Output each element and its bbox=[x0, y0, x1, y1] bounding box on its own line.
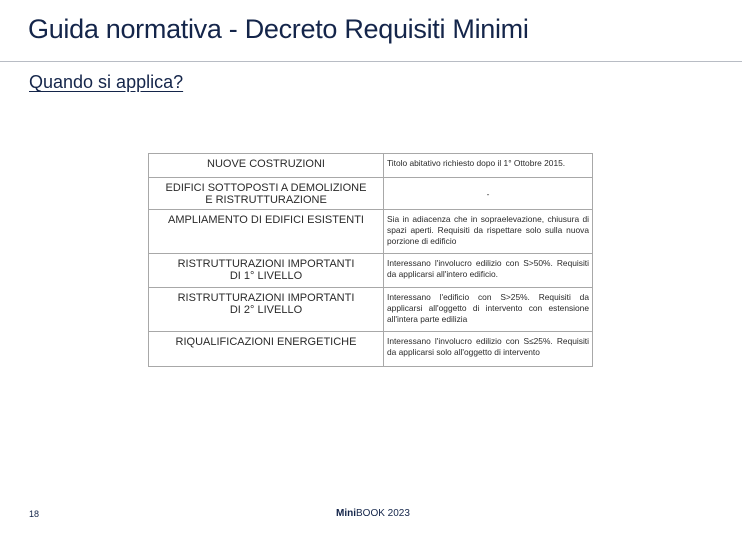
category-label: RIQUALIFICAZIONI ENERGETICHE bbox=[175, 336, 357, 348]
category-label: NUOVE COSTRUZIONI bbox=[207, 158, 325, 170]
category-cell bbox=[149, 154, 384, 178]
description-cell: Titolo abitativo richiesto dopo il 1° Ottobre 2015. bbox=[384, 154, 593, 178]
category-label: AMPLIAMENTO DI EDIFICI ESISTENTI bbox=[168, 214, 364, 226]
description-cell: - bbox=[384, 178, 593, 210]
description-cell: Interessano l'involucro edilizio con S>50%. Requisiti da applicarsi all'intero edificio. bbox=[384, 254, 593, 288]
page-title: Guida normativa - Decreto Requisiti Minimi bbox=[28, 14, 529, 44]
category-label: DI 2° LIVELLO bbox=[229, 304, 303, 316]
description-cell: Interessano l'involucro edilizio con S≤25%. Requisiti da applicarsi solo all'oggetto di intervento bbox=[384, 332, 593, 367]
category-label: RISTRUTTURAZIONI IMPORTANTI bbox=[177, 292, 355, 304]
category-cell bbox=[149, 254, 384, 288]
category-label: EDIFICI SOTTOPOSTI A DEMOLIZIONE bbox=[165, 182, 367, 194]
table-row bbox=[149, 254, 593, 288]
category-label: DI 1° LIVELLO bbox=[229, 270, 303, 282]
table-row bbox=[149, 288, 593, 332]
page-number: 18 bbox=[29, 509, 40, 519]
category-cell bbox=[149, 332, 384, 367]
table-row bbox=[149, 154, 593, 178]
category-cell bbox=[149, 178, 384, 210]
description-cell: Interessano l'edificio con S>25%. Requisiti da applicarsi all'oggetto di intervento con estensione all'intera parte edilizia bbox=[384, 288, 593, 332]
brand-prefix: Mini bbox=[336, 508, 356, 519]
requirements-table bbox=[148, 153, 593, 367]
title-divider bbox=[0, 61, 742, 62]
section-heading: Quando si applica? bbox=[29, 72, 184, 92]
category-label: RISTRUTTURAZIONI IMPORTANTI bbox=[177, 258, 355, 270]
footer-brand bbox=[336, 508, 410, 519]
category-cell bbox=[149, 210, 384, 254]
category-label: E RISTRUTTURAZIONE bbox=[205, 194, 327, 206]
description-cell: Sia in adiacenza che in sopraelevazione, chiusura di spazi aperti. Requisiti da rispettare solo sulla nuova porzione di edificio bbox=[384, 210, 593, 254]
table-row bbox=[149, 210, 593, 254]
table-row bbox=[149, 178, 593, 210]
table-row bbox=[149, 332, 593, 367]
category-cell bbox=[149, 288, 384, 332]
brand-suffix: BOOK 2023 bbox=[356, 508, 410, 519]
